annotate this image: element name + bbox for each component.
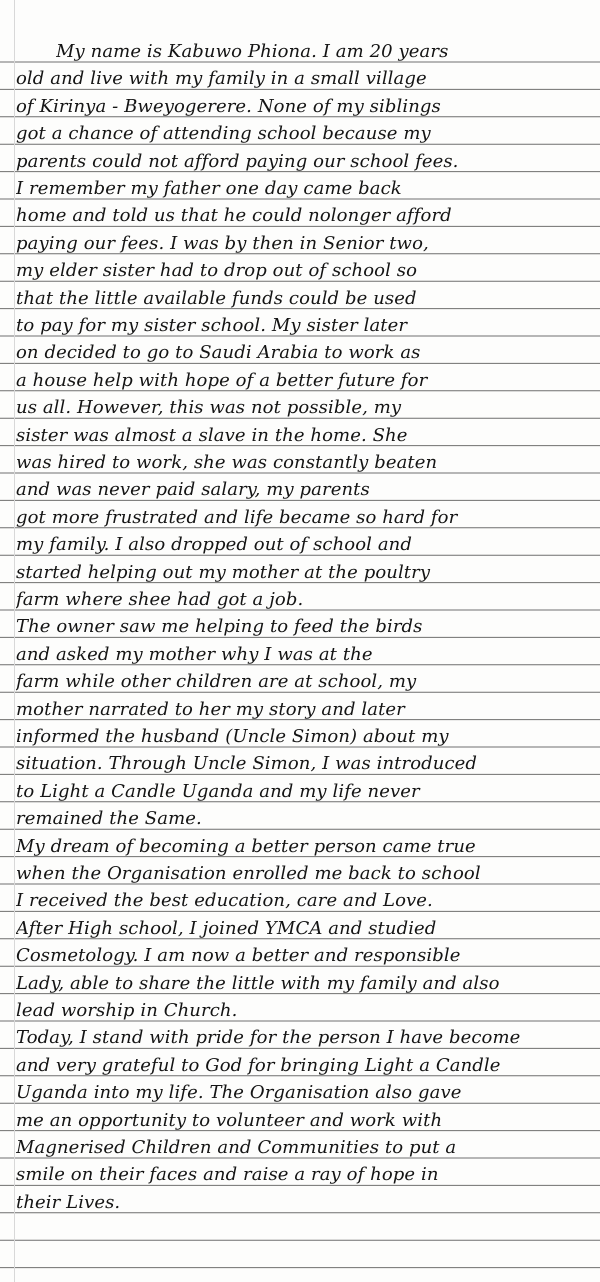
letter-line: started helping out my mother at the poultry [16, 561, 431, 583]
letter-line: remained the Same. [16, 808, 202, 830]
letter-line: my family. I also dropped out of school and [16, 534, 412, 556]
letter-line: got a chance of attending school because my [16, 123, 431, 145]
letter-line: Uganda into my life. The Organisation also gave [16, 1082, 462, 1104]
letter-line: us all. However, this was not possible, my [16, 397, 402, 419]
letter-line: my elder sister had to drop out of school so [16, 260, 418, 282]
letter-line: smile on their faces and raise a ray of hope in [16, 1164, 439, 1186]
letter-line: to pay for my sister school. My sister later [16, 315, 408, 336]
letter-line: situation. Through Uncle Simon, I was introduced [16, 753, 478, 775]
letter-line: After High school, I joined YMCA and studied [16, 917, 437, 939]
letter-line: Today, I stand with pride for the person I have become [16, 1027, 521, 1049]
letter-line: Cosmetology. I am now a better and responsible [16, 945, 461, 967]
letter-line: and asked my mother why I was at the [16, 643, 373, 665]
letter-line: My name is Kabuwo Phiona. I am 20 years [56, 41, 449, 62]
letter-line: I received the best education, care and Love. [16, 890, 433, 912]
letter-line: old and live with my family in a small village [16, 68, 427, 90]
letter-line: that the little available funds could be used [16, 287, 417, 309]
letter-line: when the Organisation enrolled me back to school [16, 863, 481, 884]
letter-line: My dream of becoming a better person came true [16, 835, 476, 857]
letter-line: and was never paid salary, my parents [16, 479, 370, 501]
letter-line: sister was almost a slave in the home. She [16, 424, 408, 446]
letter-line: on decided to go to Saudi Arabia to work as [16, 342, 421, 364]
letter-line: of Kirinya - Bweyogerere. None of my siblings [16, 95, 441, 117]
letter-line: their Lives. [16, 1191, 121, 1213]
letter-line: farm while other children are at school, my [16, 671, 417, 693]
letter-line: to Light a Candle Uganda and my life never [16, 780, 420, 802]
letter-line: parents could not afford paying our school fees. [16, 150, 459, 172]
letter-line: I remember my father one day came back [16, 178, 402, 199]
letter-line: lead worship in Church. [16, 1000, 238, 1021]
letter-line: informed the husband (Uncle Simon) about my [16, 726, 449, 747]
letter-line: me an opportunity to volunteer and work with [16, 1109, 443, 1131]
letter-line: farm where shee had got a job. [16, 589, 304, 610]
letter-line: a house help with hope of a better future for [16, 369, 428, 391]
letter-line: paying our fees. I was by then in Senior two, [16, 232, 429, 254]
letter-line: was hired to work, she was constantly beaten [16, 452, 438, 473]
letter-line: home and told us that he could nolonger afford [16, 205, 452, 227]
letter-line: and very grateful to God for bringing Light a Candle [16, 1054, 501, 1076]
letter-line: Magnerised Children and Communities to put a [16, 1137, 457, 1158]
letter-line: mother narrated to her my story and later [16, 698, 405, 720]
letter-line: The owner saw me helping to feed the birds [16, 616, 423, 638]
letter-line: Lady, able to share the little with my family and also [16, 972, 500, 994]
letter-line: got more frustrated and life became so hard for [16, 506, 458, 528]
